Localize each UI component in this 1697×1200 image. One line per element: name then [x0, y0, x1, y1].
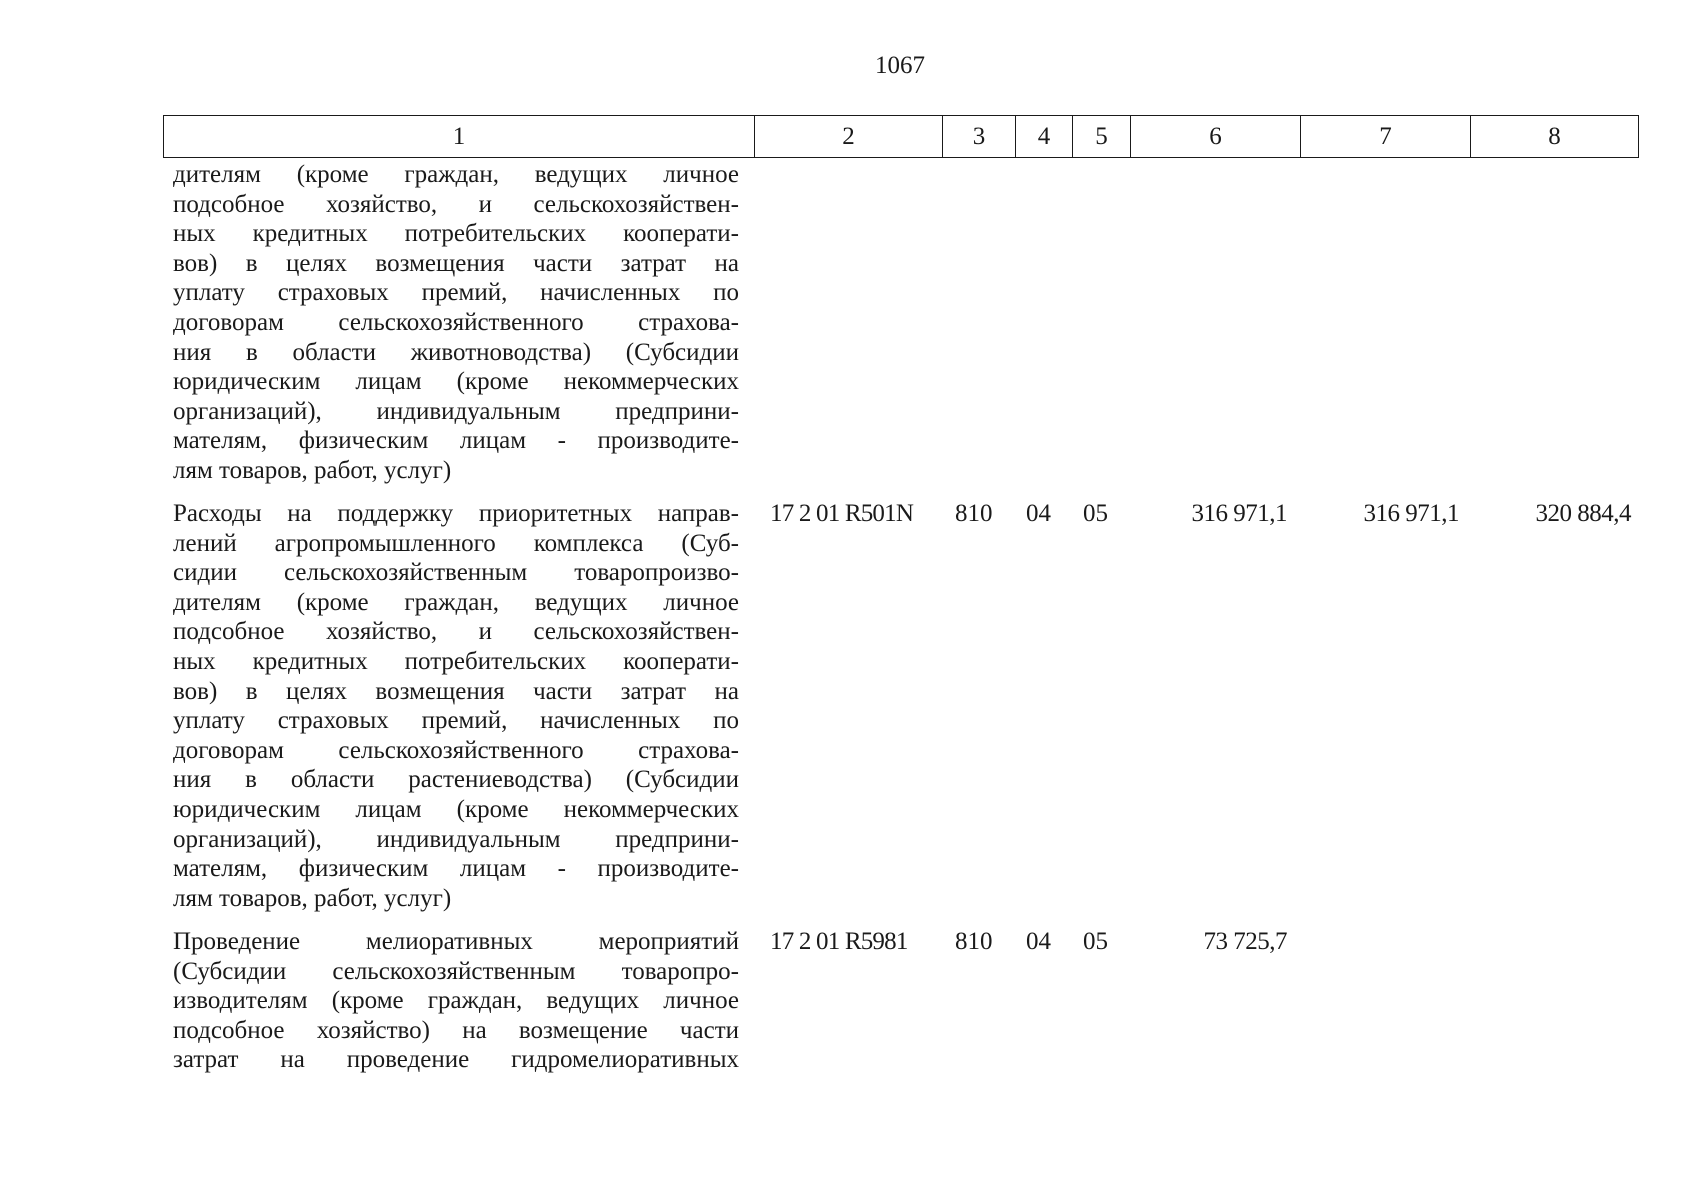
description-line: лям товаров, работ, услуг) — [173, 456, 452, 484]
description-line: подсобное хозяйство, и сельскохозяйствен- — [173, 618, 739, 646]
column-header-table — [163, 115, 1639, 158]
description-line: мателям, физическим лицам - производите- — [173, 855, 739, 883]
description-line: организаций), индивидуальным предприни- — [173, 397, 739, 425]
description-line: мателям, физическим лицам - производите- — [173, 427, 739, 455]
subsection-cell: 05 — [1083, 500, 1108, 527]
column-header: 4 — [1016, 116, 1073, 158]
amount-col6-cell: 73 725,7 — [1203, 928, 1287, 955]
page-number: 1067 — [875, 52, 925, 79]
description-line: юридическим лицам (кроме некоммерческих — [173, 795, 739, 823]
row-description — [173, 927, 739, 1075]
row-description — [173, 160, 739, 486]
description-line: лений агропромышленного комплекса (Суб- — [173, 529, 739, 557]
description-line: затрат на проведение гидромелиоративных — [173, 1046, 739, 1074]
description-line: дителям (кроме граждан, ведущих личное — [173, 588, 739, 616]
section-cell: 04 — [1026, 928, 1051, 955]
description-line: лям товаров, работ, услуг) — [173, 884, 452, 912]
description-line: вов) в целях возмещения части затрат на — [173, 677, 739, 705]
description-line: дителям (кроме граждан, ведущих личное — [173, 161, 739, 188]
description-line: ния в области растениеводства) (Субсидии — [173, 766, 739, 794]
column-header-row — [164, 116, 1639, 158]
description-line: сидии сельскохозяйственным товаропроизво- — [173, 559, 739, 587]
column-header: 1 — [164, 116, 755, 158]
column-header: 2 — [755, 116, 943, 158]
description-line: (Субсидии сельскохозяйственным товаропро- — [173, 957, 739, 985]
description-line: подсобное хозяйство) на возмещение части — [173, 1016, 739, 1044]
description-line: организаций), индивидуальным предприни- — [173, 825, 739, 853]
description-line: подсобное хозяйство, и сельскохозяйствен- — [173, 190, 739, 218]
column-header: 3 — [943, 116, 1016, 158]
amount-col7-cell: 316 971,1 — [1363, 500, 1459, 527]
description-line: уплату страховых премий, начисленных по — [173, 279, 739, 307]
description-line: ных кредитных потребительских кооперати- — [173, 647, 739, 675]
column-header: 8 — [1471, 116, 1639, 158]
amount-col6-cell: 316 971,1 — [1191, 500, 1287, 527]
description-line: вов) в целях возмещения части затрат на — [173, 249, 739, 277]
description-line: Проведение мелиоративных мероприятий — [173, 928, 739, 955]
column-header: 5 — [1073, 116, 1131, 158]
row-description — [173, 499, 739, 913]
column-header: 6 — [1131, 116, 1301, 158]
description-line: изводителям (кроме граждан, ведущих личное — [173, 987, 739, 1015]
column-header: 7 — [1301, 116, 1471, 158]
section-cell: 04 — [1026, 500, 1051, 527]
description-line: юридическим лицам (кроме некоммерческих — [173, 368, 739, 396]
expense-type-cell: 810 — [955, 500, 993, 527]
expense-type-cell: 810 — [955, 928, 993, 955]
subsection-cell: 05 — [1083, 928, 1108, 955]
description-line: ния в области животноводства) (Субсидии — [173, 338, 739, 366]
description-line: ных кредитных потребительских кооперати- — [173, 220, 739, 248]
target-code-cell: 17 2 01 R5981 — [770, 928, 908, 955]
description-line: договорам сельскохозяйственного страхова- — [173, 736, 739, 764]
target-code-cell: 17 2 01 R501N — [770, 500, 914, 527]
description-line: уплату страховых премий, начисленных по — [173, 707, 739, 735]
description-line: договорам сельскохозяйственного страхова- — [173, 308, 739, 336]
amount-col8-cell: 320 884,4 — [1535, 500, 1631, 527]
description-line: Расходы на поддержку приоритетных направ- — [173, 500, 739, 527]
